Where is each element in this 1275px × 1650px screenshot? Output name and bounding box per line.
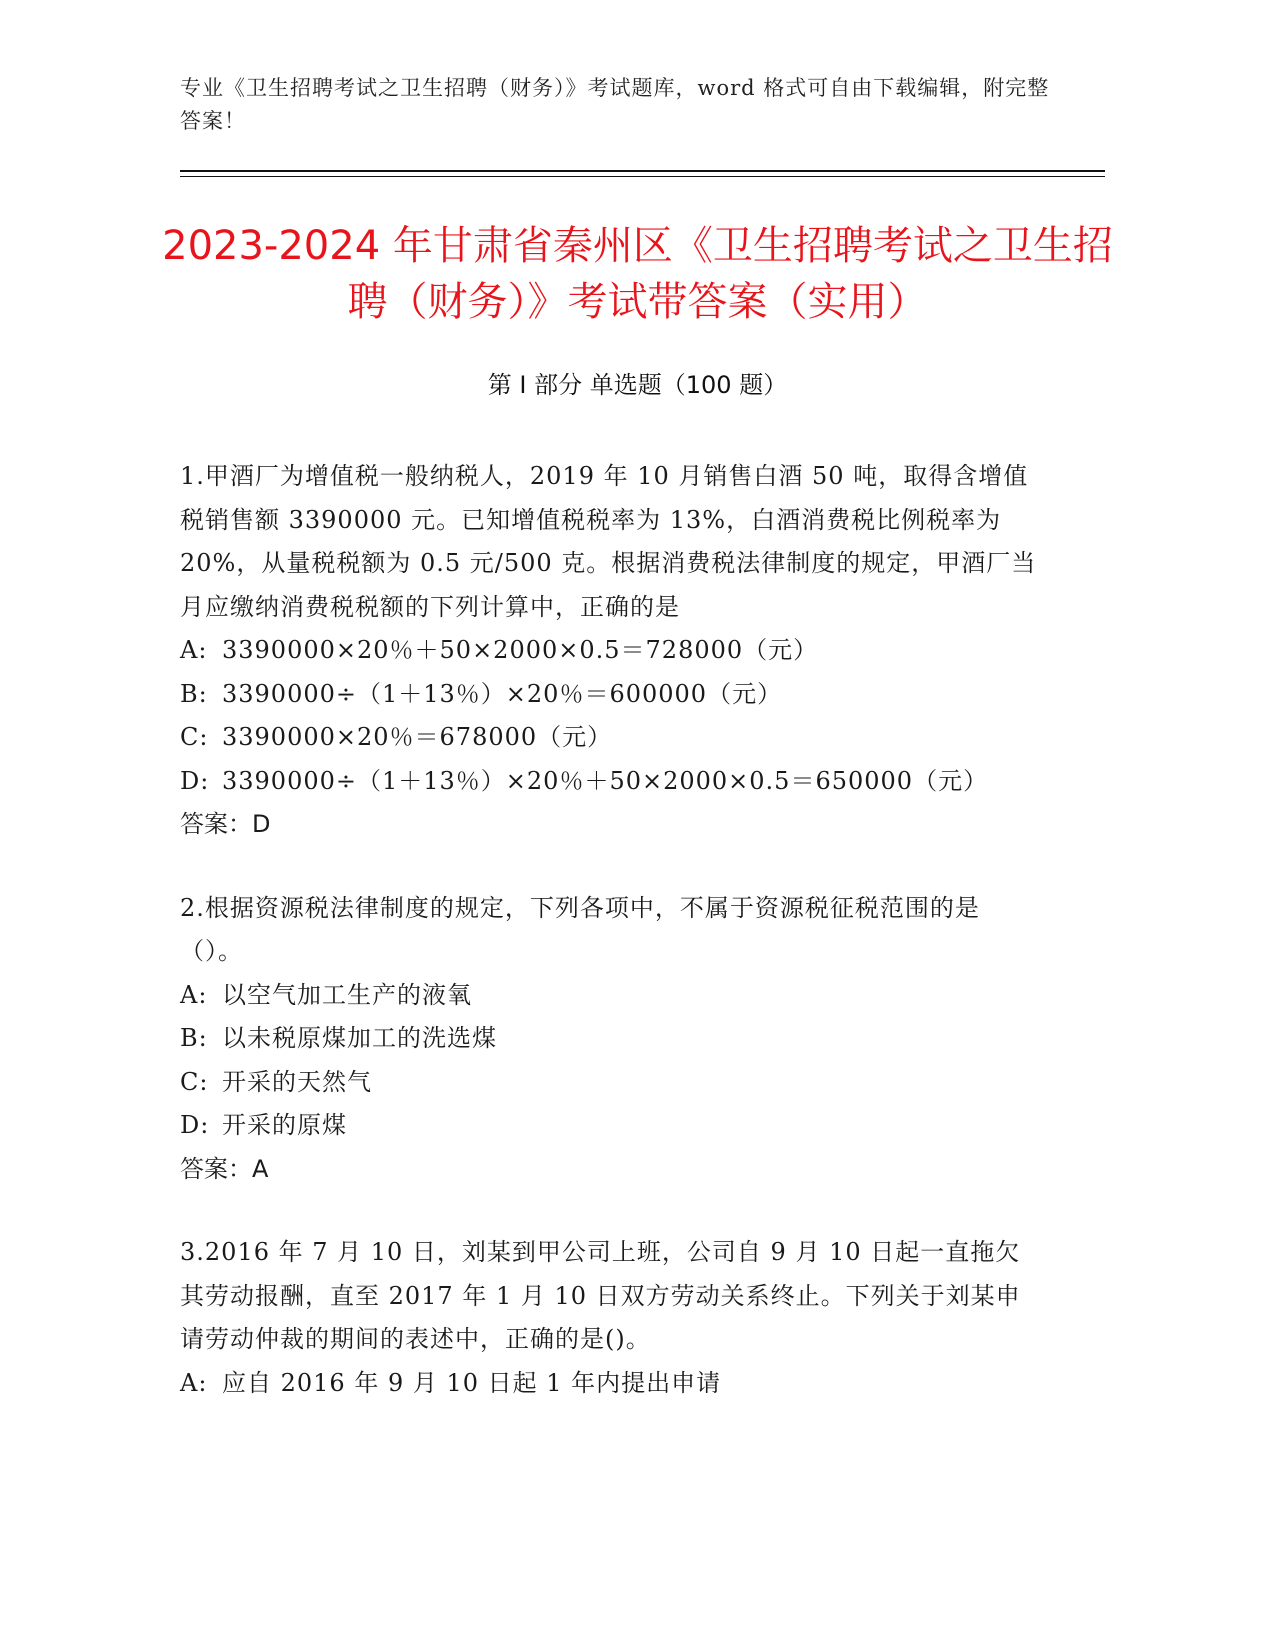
header-note: 专业《卫生招聘考试之卫生招聘（财务）》考试题库，word 格式可自由下载编辑，附完整答案！ [180,76,1050,133]
option-a [180,629,1040,673]
option-letter: D: [180,766,210,795]
header-divider-thick [180,170,1105,172]
document-title: 2023-2024 年甘肃省秦州区《卫生招聘考试之卫生招聘（财务）》考试带答案（实用） [162,223,1113,325]
option-text: 3390000÷（1＋13％）×20％＋50×2000×0.5＝650000（元） [222,766,989,795]
option-c [180,716,1040,760]
option-text: 3390000×20％＝678000（元） [222,723,613,751]
section-heading: 第 I 部分 单选题（100 题） [487,371,788,399]
option-letter: B: [180,679,208,708]
option-text: 开采的原煤 [222,1111,347,1139]
option-text: 3390000÷（1＋13％）×20％＝600000（元） [222,679,783,708]
question-answer: 答案：D [180,810,271,838]
question-list [180,455,1040,1445]
question-3 [180,1231,1040,1405]
option-a [180,974,1040,1018]
option-text: 以未税原煤加工的洗选煤 [222,1024,497,1052]
option-letter: B: [180,1024,208,1052]
question-stem: 3.2016 年 7 月 10 日，刘某到甲公司上班，公司自 9 月 10 日起一直拖欠其劳动报酬，直至 2017 年 1 月 10 日双方劳动关系终止。下列关于刘某申请劳动仲裁的期间的表述中，正确的是()。 [180,1238,1021,1353]
header-divider-thin [180,176,1105,177]
option-text: 应自 2016 年 9 月 10 日起 1 年内提出申请 [222,1368,722,1397]
option-letter: C: [180,723,209,751]
question-stem: 1.甲酒厂为增值税一般纳税人，2019 年 10 月销售白酒 50 吨，取得含增值税销售额 3390000 元。已知增值税税率为 13%，白酒消费税比例税率为 20%，从量税税额为 0.5 元/500 克。根据消费税法律制度的规定，甲酒厂当月应缴纳消费税税额的下列计算中，正确的是 [180,462,1037,621]
option-letter: C: [180,1067,209,1096]
question-1 [180,455,1040,847]
option-letter: A: [180,1368,208,1397]
option-d [180,1104,1040,1148]
option-b [180,673,1040,717]
option-c [180,1061,1040,1105]
option-letter: D: [180,1111,210,1139]
question-2 [180,887,1040,1192]
option-text: 以空气加工生产的液氧 [222,980,472,1009]
option-text: 3390000×20％＋50×2000×0.5＝728000（元） [222,636,819,664]
option-d [180,760,1040,804]
option-b [180,1017,1040,1061]
question-answer: 答案：A [180,1154,269,1183]
option-a [180,1362,1040,1406]
option-letter: A: [180,980,208,1009]
option-text: 开采的天然气 [222,1067,372,1096]
option-letter: A: [180,636,208,664]
question-stem: 2.根据资源税法律制度的规定，下列各项中，不属于资源税征税范围的是（）。 [180,893,980,965]
